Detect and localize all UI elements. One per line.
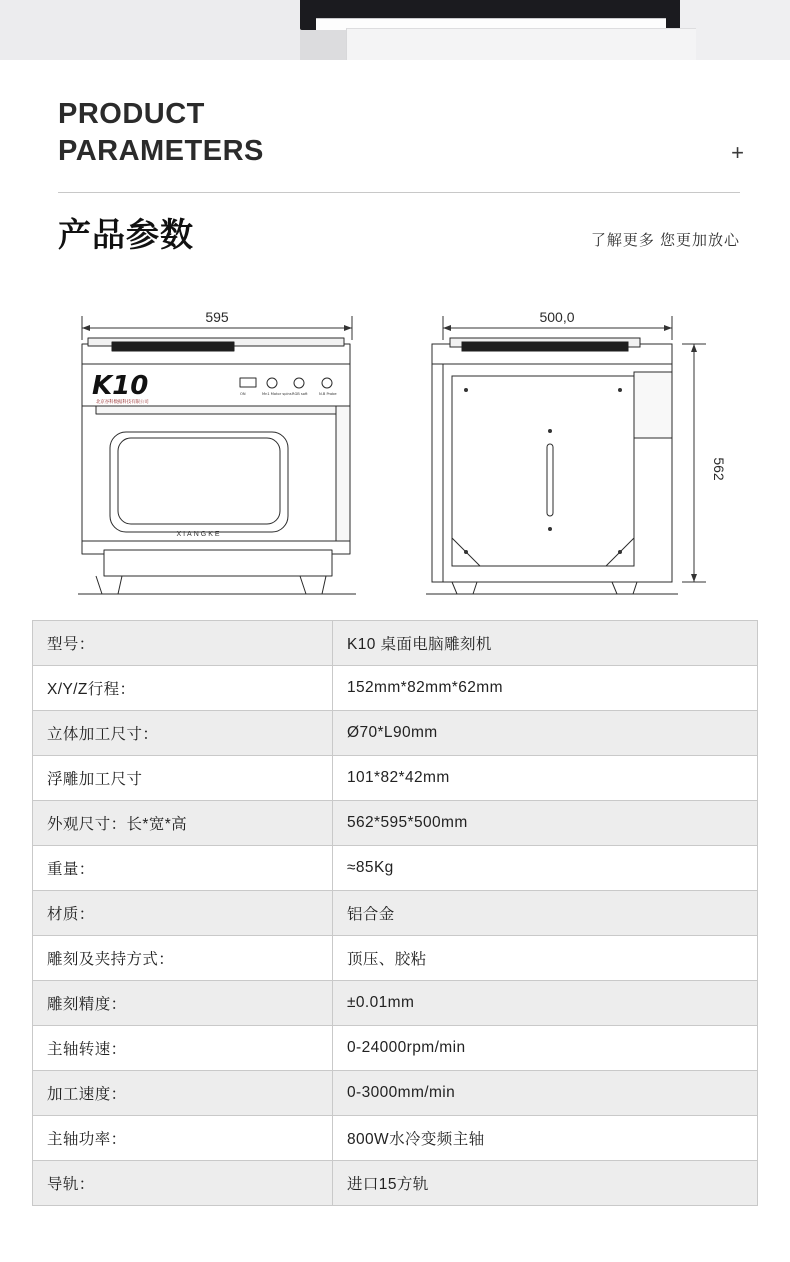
page-title-chinese: 产品参数 (58, 215, 194, 255)
spec-key: 浮雕加工尺寸 (33, 756, 333, 801)
spec-key: 主轴转速： (33, 1026, 333, 1071)
door-brand-label: XIANGKE (176, 531, 222, 539)
brand-subtext: 北京谷科数据科技有限公司 (96, 400, 149, 406)
page-title (58, 96, 744, 170)
spec-key: 重量： (33, 846, 333, 891)
drawing-canvas (0, 286, 790, 606)
port-label-motor: Mn1 Motor spins (262, 392, 292, 397)
spec-key: 材质： (33, 891, 333, 936)
spec-value: 562*595*500mm (333, 801, 758, 846)
spec-key: 雕刻及夹持方式： (33, 936, 333, 981)
spec-value: ±0.01mm (333, 981, 758, 1026)
table-row (33, 666, 758, 711)
table-row (33, 891, 758, 936)
page-title-line2: PARAMETERS (58, 135, 264, 168)
spec-key: 型号： (33, 621, 333, 666)
heading-divider (58, 192, 740, 193)
spec-key: X/Y/Z行程： (33, 666, 333, 711)
product-photo-strip (0, 0, 790, 60)
section-heading (0, 60, 790, 170)
table-row (33, 981, 758, 1026)
spec-key: 导轨： (33, 1161, 333, 1206)
plus-icon: + (731, 140, 744, 166)
spec-value: 进口15方轨 (333, 1161, 758, 1206)
spec-key: 加工速度： (33, 1071, 333, 1116)
table-row (33, 846, 758, 891)
side-height-dimension (682, 344, 706, 582)
spec-value: 152mm*82mm*62mm (333, 666, 758, 711)
spec-value: 0-24000rpm/min (333, 1026, 758, 1071)
spec-key: 外观尺寸：长*宽*高 (33, 801, 333, 846)
spec-value: Ø70*L90mm (333, 711, 758, 756)
table-row (33, 756, 758, 801)
spec-value: 铝合金 (333, 891, 758, 936)
table-row (33, 711, 758, 756)
photo-background-left (0, 0, 300, 60)
spec-value: 101*82*42mm (333, 756, 758, 801)
table-row (33, 1026, 758, 1071)
side-width-label: 500,0 (539, 309, 575, 326)
port-label-rgb: RGB soft (292, 392, 308, 397)
photo-machine-base (346, 28, 696, 60)
brand-logo-text: K10 (92, 371, 149, 402)
table-row (33, 1071, 758, 1116)
side-height-label: 562 (711, 457, 727, 481)
photo-background-right (680, 0, 790, 60)
section-subheading (58, 209, 740, 256)
front-width-label: 595 (205, 309, 229, 326)
table-row (33, 801, 758, 846)
spec-value: K10 桌面电脑雕刻机 (333, 621, 758, 666)
specifications-table-body (33, 621, 758, 1206)
table-row (33, 1161, 758, 1206)
specifications-table (32, 620, 758, 1206)
spec-value: 800W水冷变频主轴 (333, 1116, 758, 1161)
spec-value: ≈85Kg (333, 846, 758, 891)
spec-value: 顶压、胶粘 (333, 936, 758, 981)
photo-base-shadow (300, 28, 348, 60)
table-row (33, 621, 758, 666)
port-label-probe: N.B Probe (319, 392, 337, 397)
spec-key: 雕刻精度： (33, 981, 333, 1026)
port-label-on: ON (240, 392, 246, 397)
spec-value: 0-3000mm/min (333, 1071, 758, 1116)
tagline: 了解更多 您更加放心 (590, 232, 740, 250)
spec-key: 主轴功率： (33, 1116, 333, 1161)
spec-key: 立体加工尺寸： (33, 711, 333, 756)
technical-drawings (0, 286, 790, 606)
table-row (33, 1116, 758, 1161)
table-row (33, 936, 758, 981)
page-title-line1: PRODUCT (58, 98, 205, 130)
